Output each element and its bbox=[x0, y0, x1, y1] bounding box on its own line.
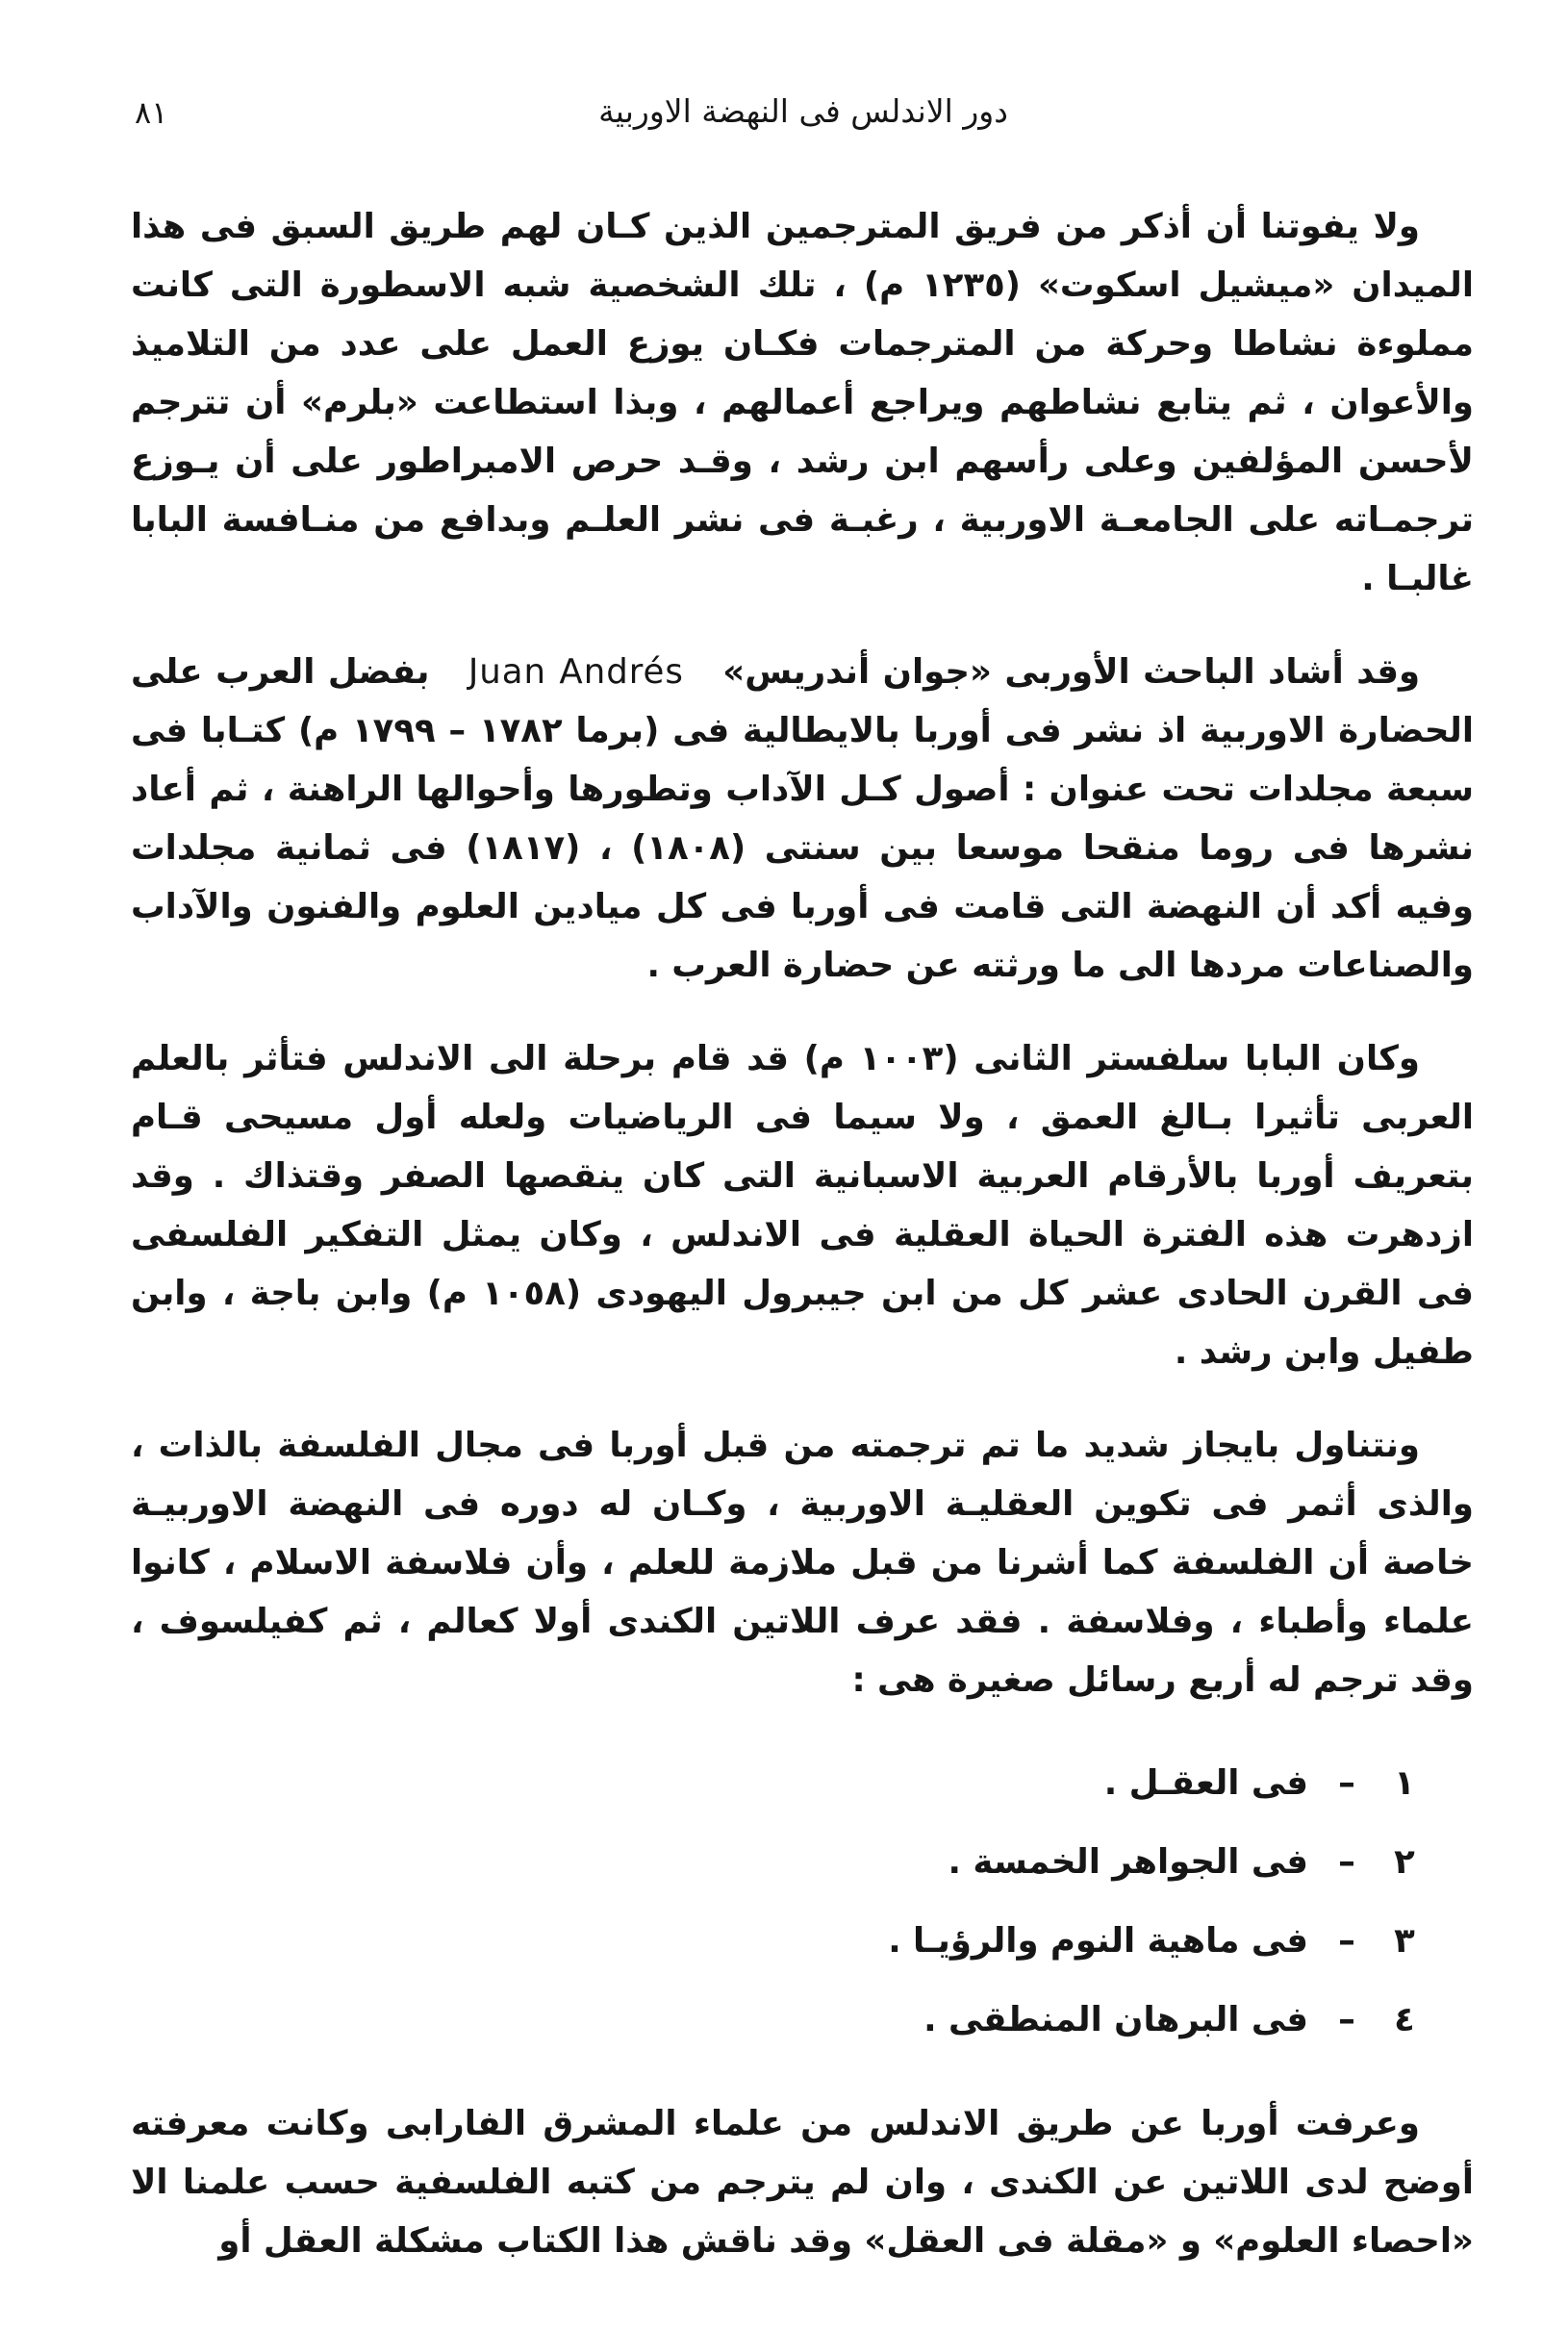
paragraph-juan-andres bbox=[131, 643, 1474, 995]
list-item bbox=[131, 1823, 1424, 1902]
list-item-number: ٢ bbox=[1394, 1842, 1415, 1882]
list-item-text: فى العقـل . bbox=[1103, 1763, 1308, 1803]
list-item-number: ١ bbox=[1394, 1763, 1415, 1803]
page-body bbox=[131, 197, 1474, 2305]
paragraph-sylvester: وكان البابا سلفستر الثانى (١٠٠٣ م) قد قام برحلة الى الاندلس فتأثر بالعلم العربى تأثيرا بـالغ العمق ، ولا سيما فى الرياضيات ولعله أول مسيحى قـام بتعريف أوربا بالأرقام العربية الاسبانية التى كان ينقصها الصفر وقتذاك . وقد ازدهرت هذه الفترة الحياة العقلية فى الاندلس ، وكان يمثل التفكير الفلسفى فى القرن الحادى عشر كل من ابن جيبرول اليهودى (١٠٥٨ م) وابن باجة ، وابن طفيل وابن رشد . bbox=[131, 1039, 1474, 1372]
list-item-text: فى ماهية النوم والرؤيـا . bbox=[888, 1921, 1308, 1961]
list-item-dash: – bbox=[1338, 1763, 1355, 1803]
list-item-text: فى الجواهر الخمسة . bbox=[948, 1842, 1308, 1882]
treatise-list bbox=[131, 1744, 1474, 2060]
list-item-dash: – bbox=[1338, 2000, 1355, 2039]
list-item bbox=[131, 1902, 1424, 1981]
running-title: دور الاندلس فى النهضة الاوربية bbox=[598, 92, 1008, 130]
paragraph-michael-scot: ولا يفوتنا أن أذكر من فريق المترجمين الذين كـان لهم طريق السبق فى هذا الميدان «ميشيل اسكوت» (١٢٣٥ م) ، تلك الشخصية شبه الاسطورة التى كانت مملوءة نشاطا وحركة من المترجمات فكـان يوزع العمل على عدد من التلاميذ والأعوان ، ثم يتابع نشاطهم ويراجع أعمالهم ، وبذا استطاعت «بلرم» أن تترجم لأحسن المؤلفين وعلى رأسهم ابن رشد ، وقـد حرص الامبراطور على أن يـوزع ترجمـاته على الجامعـة الاوربية ، رغبـة فى نشر العلـم وبدافع من منـافسة البابا غالبـا . bbox=[131, 207, 1474, 598]
list-item-text: فى البرهان المنطقى . bbox=[923, 2000, 1308, 2039]
page-number: ٨١ bbox=[135, 94, 168, 131]
list-item bbox=[131, 1981, 1424, 2060]
paragraph-text-after: بفضل العرب على الحضارة الاوربية اذ نشر فى أوربا بالايطالية فى (برما ١٧٨٢ – ١٧٩٩ م) كتـابا فى سبعة مجلدات تحت عنوان : أصول كـل الآداب وتطورها وأحوالها الراهنة ، ثم أعاد نشرها فى روما منقحا موسعا بين سنتى (١٨٠٨) ، (١٨١٧) فى ثمانية مجلدات وفيه أكد أن النهضة التى قامت فى أوربا فى كل ميادين العلوم والفنون والآداب والصناعات مردها الى ما ورثته عن حضارة العرب . bbox=[131, 652, 1475, 985]
page-header bbox=[135, 92, 1472, 140]
list-item-dash: – bbox=[1338, 1842, 1355, 1882]
list-item bbox=[131, 1744, 1424, 1823]
paragraph-text-before: وقد أشاد الباحث الأوربى «جوان أندريس» bbox=[722, 652, 1421, 692]
paragraph-farabi: وعرفت أوربا عن طريق الاندلس من علماء المشرق الفارابى وكانت معرفته أوضح لدى اللاتين عن الكندى ، وان لم يترجم من كتبه الفلسفية حسب علمنا الا «احصاء العلوم» و «مقلة فى العقل» وقد ناقش هذا الكتاب مشكلة العقل أو bbox=[131, 2104, 1474, 2261]
paragraph-philosophy: ونتناول بايجاز شديد ما تم ترجمته من قبل أوربا فى مجال الفلسفة بالذات ، والذى أثمر فى تكوين العقليـة الاوربية ، وكـان له دوره فى النهضة الاوربيـة خاصة أن الفلسفة كما أشرنا من قبل ملازمة للعلم ، وأن فلاسفة الاسلام ، كانوا علماء وأطباء ، وفلاسفة . فقد عرف اللاتين الكندى أولا كعالم ، ثم كفيلسوف ، وقد ترجم له أربع رسائل صغيرة هى : bbox=[131, 1426, 1474, 1700]
list-item-dash: – bbox=[1338, 1921, 1355, 1961]
latin-name: Juan Andrés bbox=[468, 652, 684, 692]
list-item-number: ٣ bbox=[1394, 1921, 1415, 1961]
list-item-number: ٤ bbox=[1394, 2000, 1415, 2039]
